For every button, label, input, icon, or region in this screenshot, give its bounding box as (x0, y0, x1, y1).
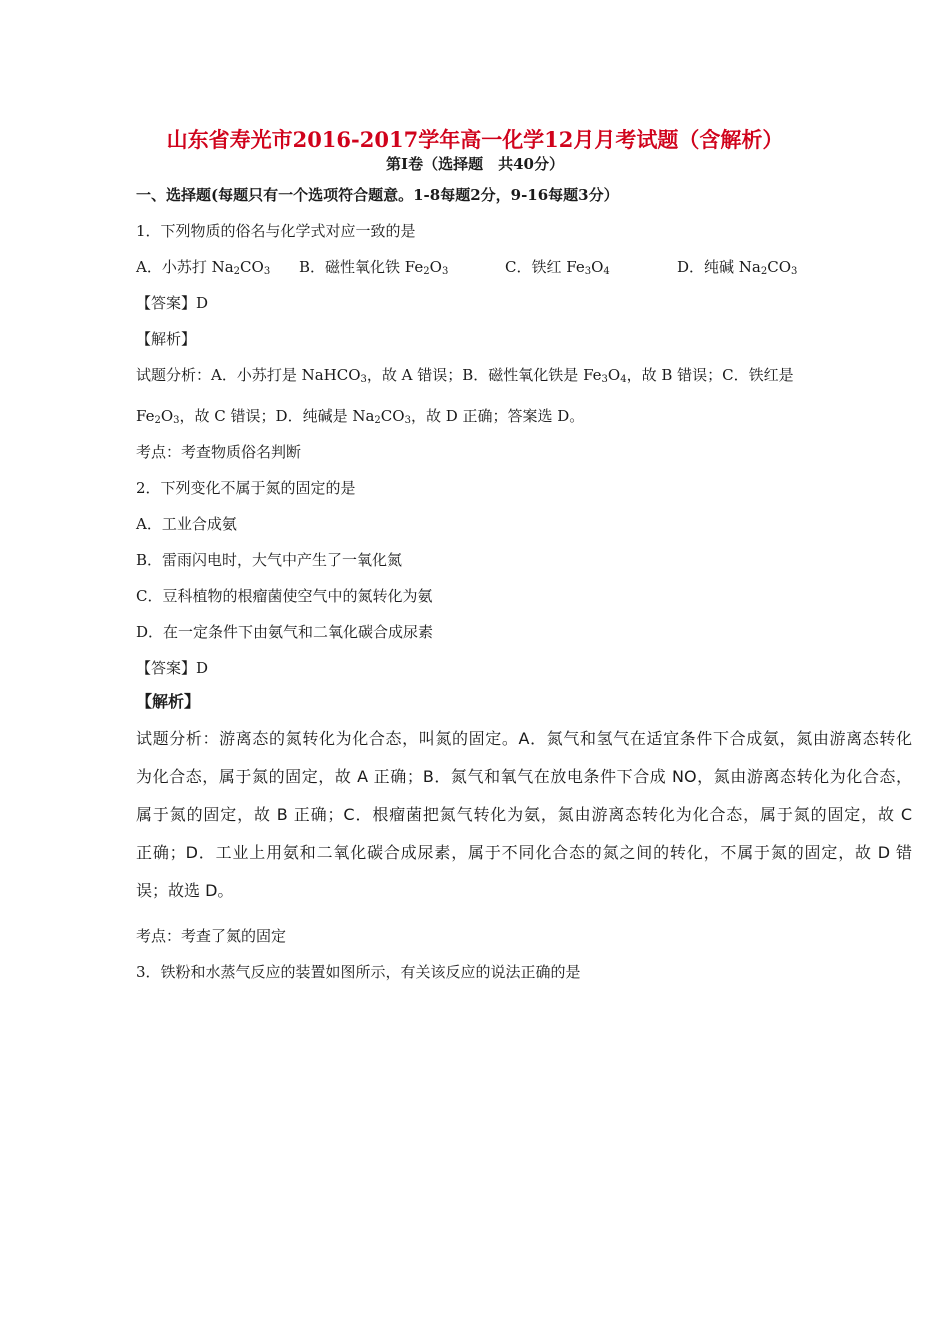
question-2-analysis (136, 720, 912, 910)
question-1-analysis-line-1: 试题分析：A．小苏打是 NaHCO$_3$，故 A 错误；B．磁性氧化铁是 $Fe_3O_4$，故 B 错误；C．铁红是 (136, 366, 794, 385)
section-subtitle: 第Ⅰ卷（选择题 共40分） (386, 155, 564, 173)
question-1-options (136, 257, 916, 277)
question-3: 3．铁粉和水蒸气反应的装置如图所示，有关该反应的说法正确的是 (136, 963, 581, 981)
question-2-option-d: D．在一定条件下由氨气和二氧化碳合成尿素 (136, 623, 434, 641)
analysis-line: 为化合态，属于氮的固定，故 A 正确；B．氮气和氧气在放电条件下合成 NO，氮由游离态转化为化合态， (136, 767, 912, 786)
question-1-kaodian: 考点：考查物质俗名判断 (136, 443, 302, 461)
analysis-line: 误；故选 D。 (136, 881, 234, 900)
question-2-kaodian: 考点：考查了氮的固定 (136, 927, 287, 945)
question-2-answer: 【答案】D (136, 659, 209, 677)
question-2-option-a: A．工业合成氨 (136, 515, 237, 533)
section-heading: 一、选择题(每题只有一个选项符合题意。1-8每题2分，9-16每题3分） (136, 186, 619, 204)
option-d: D．纯碱 $Na_2CO_3$ (677, 258, 798, 277)
document-title: 山东省寿光市2016-2017学年高一化学12月月考试题（含解析） (166, 127, 784, 152)
question-2-analysis-label: 【解析】 (136, 692, 201, 711)
option-c: C．铁红 $Fe_3O_4$ (505, 258, 610, 277)
question-2-option-b: B．雷雨闪电时，大气中产生了一氧化氮 (136, 551, 403, 569)
question-2-option-c: C．豆科植物的根瘤菌使空气中的氮转化为氨 (136, 587, 433, 605)
analysis-line: 试题分析：游离态的氮转化为化合态，叫氮的固定。A．氮气和氢气在适宜条件下合成氨，氮由游离态转化 (136, 729, 912, 748)
question-1-answer: 【答案】D (136, 294, 209, 312)
question-1-analysis-line-2: $Fe_2O_3$，故 C 错误；D．纯碱是 $Na_2CO_3$，故 D 正确；答案选 D。 (136, 407, 585, 426)
analysis-line: 正确；D．工业上用氨和二氧化碳合成尿素，属于不同化合态的氮之间的转化，不属于氮的固定，故 D 错 (136, 843, 912, 862)
option-a: A．小苏打 $Na_2CO_3$ (136, 258, 271, 277)
question-2: 2．下列变化不属于氮的固定的是 (136, 479, 356, 497)
question-1: 1．下列物质的俗名与化学式对应一致的是 (136, 222, 416, 240)
option-b: B．磁性氧化铁 $Fe_2O_3$ (299, 258, 449, 277)
analysis-line: 属于氮的固定，故 B 正确；C．根瘤菌把氮气转化为氨，氮由游离态转化为化合态，属于氮的固定，故 C (136, 805, 912, 824)
question-1-analysis-label: 【解析】 (136, 330, 197, 348)
